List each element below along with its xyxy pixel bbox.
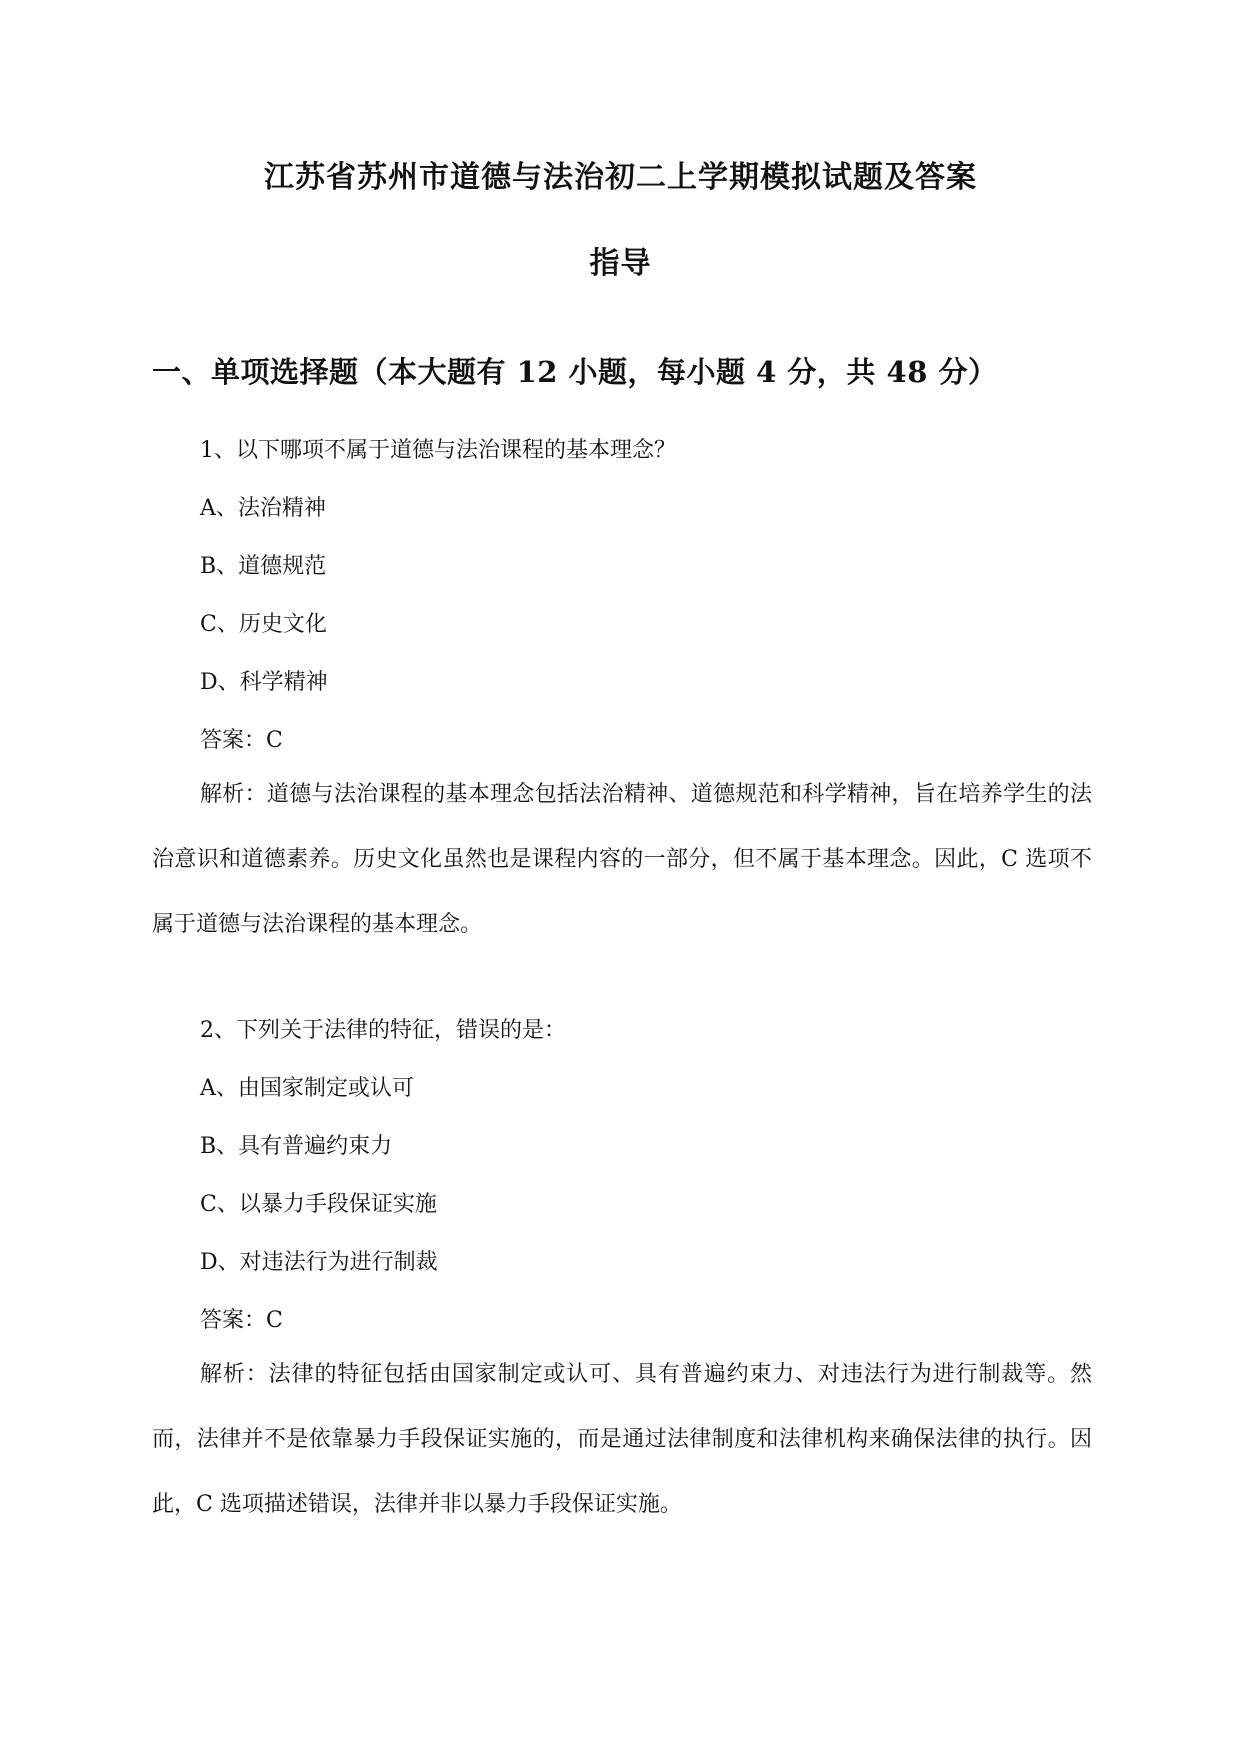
question-option-c: C、历史文化 bbox=[200, 612, 327, 637]
question-option-b: B、道德规范 bbox=[200, 554, 327, 579]
question-stem: 2、下列关于法律的特征，错误的是： bbox=[200, 1018, 566, 1043]
section-heading: 一、单项选择题（本大题有 12 小题，每小题 4 分，共 48 分） bbox=[152, 355, 998, 389]
question-stem: 1、以下哪项不属于道德与法治课程的基本理念？ bbox=[200, 438, 676, 463]
question-option-d: D、对违法行为进行制裁 bbox=[200, 1250, 438, 1275]
question-option-d: D、科学精神 bbox=[200, 670, 328, 695]
question-analysis: 解析：法律的特征包括由国家制定或认可、具有普遍约束力、对违法行为进行制裁等。然而，法律并不是依靠暴力手段保证实施的，而是通过法律制度和法律机构来确保法律的执行。因此，C 选项描述错误，法律并非以暴力手段保证实施。 bbox=[152, 1362, 1092, 1517]
document-title: 江苏省苏州市道德与法治初二上学期模拟试题及答案 bbox=[264, 160, 977, 195]
question-answer: 答案：C bbox=[200, 1308, 283, 1333]
question-answer: 答案：C bbox=[200, 728, 283, 753]
question-option-a: A、由国家制定或认可 bbox=[200, 1076, 414, 1101]
question-option-b: B、具有普遍约束力 bbox=[200, 1134, 393, 1159]
question-option-a: A、法治精神 bbox=[200, 496, 326, 521]
document-title-continued: 指导 bbox=[589, 246, 652, 281]
question-analysis: 解析：道德与法治课程的基本理念包括法治精神、道德规范和科学精神，旨在培养学生的法治意识和道德素养。历史文化虽然也是课程内容的一部分，但不属于基本理念。因此，C 选项不属于道德与法治课程的基本理念。 bbox=[152, 782, 1092, 937]
question-option-c: C、以暴力手段保证实施 bbox=[200, 1192, 437, 1217]
